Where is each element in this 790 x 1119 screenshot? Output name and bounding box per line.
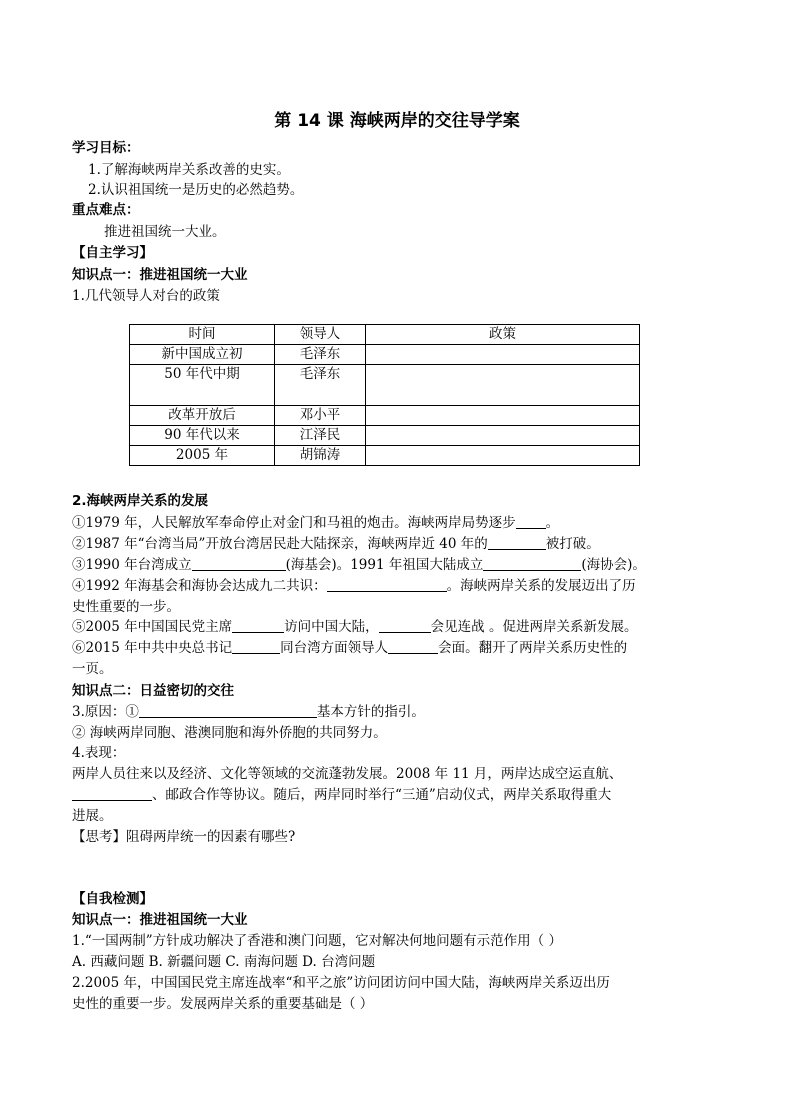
goal-item: 2.认识祖国统一是历史的必然趋势。 bbox=[88, 182, 304, 198]
cell-policy[interactable] bbox=[366, 426, 640, 446]
dev-item-4-cont: 史性重要的一步。 bbox=[72, 599, 180, 615]
cell-leader: 毛泽东 bbox=[275, 365, 366, 406]
cell-time: 2005 年 bbox=[130, 446, 275, 466]
dev-item-2: ②1987 年“台湾当局”开放台湾居民赴大陆探亲，海峡两岸近 40 年的 被打破。 bbox=[72, 536, 600, 552]
self-check-kp: 知识点一：推进祖国统一大业 bbox=[72, 912, 248, 928]
key-heading: 重点难点： bbox=[72, 202, 140, 218]
performance-text-2: 、邮政合作等协议。随后，两岸同时举行“三通”启动仪式，两岸关系取得重大 bbox=[72, 785, 611, 805]
cell-leader: 江泽民 bbox=[275, 426, 366, 446]
cell-leader: 毛泽东 bbox=[275, 345, 366, 365]
question-2-cont: 史性的重要一步。发展两岸关系的重要基础是（ ） bbox=[72, 996, 374, 1012]
fill-blank[interactable] bbox=[232, 618, 284, 633]
performance-text-3: 进展。 bbox=[72, 808, 113, 824]
fill-blank[interactable] bbox=[192, 556, 286, 571]
header-time: 时间 bbox=[130, 325, 275, 345]
dev-heading: 2.海峡两岸关系的发展 bbox=[72, 493, 209, 509]
fill-blank[interactable] bbox=[483, 556, 581, 571]
cell-policy[interactable] bbox=[366, 365, 640, 406]
fill-blank[interactable] bbox=[516, 514, 546, 529]
cell-time: 新中国成立初 bbox=[130, 345, 275, 365]
dev-item-5: ⑤2005 年中国国民党主席 访问中国大陆， 会见连战 。促进两岸关系新发展。 bbox=[72, 619, 638, 635]
table-row bbox=[130, 426, 640, 446]
question-1-options: A. 西藏问题 B. 新疆问题 C. 南海问题 D. 台湾问题 bbox=[72, 954, 376, 970]
header-policy: 政策 bbox=[366, 325, 640, 345]
table-row bbox=[130, 446, 640, 466]
dev-item-4: ④1992 年海基会和海协会达成九二共识： 。海峡两岸关系的发展迈出了历 bbox=[72, 578, 636, 594]
reason-1: 3.原因：① 基本方针的指引。 bbox=[72, 704, 425, 720]
key-text: 推进祖国统一大业。 bbox=[104, 224, 226, 240]
cell-leader: 邓小平 bbox=[275, 406, 366, 426]
fill-blank[interactable] bbox=[379, 618, 431, 633]
table-row bbox=[130, 406, 640, 426]
self-study-heading: 【自主学习】 bbox=[72, 245, 153, 261]
goals-heading: 学习目标： bbox=[72, 140, 140, 156]
fill-blank[interactable] bbox=[388, 639, 438, 654]
performance-text: 两岸人员往来以及经济、文化等领域的交流蓬勃发展。2008 年 11 月，两岸达成空运直航、 bbox=[72, 766, 623, 782]
dev-item-3: ③1990 年台湾成立 (海基会)。1991 年祖国大陆成立 (海协会)。 bbox=[72, 557, 646, 573]
header-leader: 领导人 bbox=[275, 325, 366, 345]
cell-policy[interactable] bbox=[366, 446, 640, 466]
kp2-heading: 知识点二：日益密切的交往 bbox=[72, 683, 234, 699]
fill-blank[interactable] bbox=[232, 639, 280, 654]
table-header-row bbox=[130, 325, 640, 345]
fill-blank[interactable] bbox=[327, 577, 447, 592]
table-row bbox=[130, 365, 640, 406]
dev-item-1: ①1979 年，人民解放军奉命停止对金门和马祖的炮击。海峡两岸局势逐步 。 bbox=[72, 515, 560, 531]
cell-time: 改革开放后 bbox=[130, 406, 275, 426]
fill-blank[interactable] bbox=[72, 786, 152, 801]
fill-blank[interactable] bbox=[139, 703, 317, 718]
fill-blank[interactable] bbox=[488, 535, 546, 550]
goal-item: 1.了解海峡两岸关系改善的史实。 bbox=[88, 162, 290, 178]
question-2: 2.2005 年，中国国民党主席连战率“和平之旅”访问团访问中国大陆，海峡两岸关系迈出历 bbox=[72, 975, 610, 991]
self-check-heading: 【自我检测】 bbox=[72, 891, 153, 907]
cell-time: 50 年代中期 bbox=[130, 365, 275, 406]
cell-policy[interactable] bbox=[366, 345, 640, 365]
policy-table bbox=[129, 324, 640, 466]
performance-heading: 4.表现： bbox=[72, 745, 126, 761]
cell-time: 90 年代以来 bbox=[130, 426, 275, 446]
question-1: 1.“一国两制”方针成功解决了香港和澳门问题，它对解决何地问题有示范作用（ ） bbox=[72, 933, 562, 949]
kp1-subheading: 1.几代领导人对台的政策 bbox=[72, 288, 220, 304]
kp1-heading: 知识点一：推进祖国统一大业 bbox=[72, 267, 248, 283]
reason-2: ② 海峡两岸同胞、港澳同胞和海外侨胞的共同努力。 bbox=[72, 725, 387, 741]
page-title: 第 14 课 海峡两岸的交往导学案 bbox=[274, 111, 520, 131]
cell-policy[interactable] bbox=[366, 406, 640, 426]
cell-leader: 胡锦涛 bbox=[275, 446, 366, 466]
dev-item-6: ⑥2015 年中共中央总书记 同台湾方面领导人 会面。翻开了两岸关系历史性的 bbox=[72, 640, 628, 656]
dev-item-6-cont: 一页。 bbox=[72, 661, 113, 677]
table-row bbox=[130, 345, 640, 365]
think-question: 【思考】阻碍两岸统一的因素有哪些? bbox=[72, 829, 296, 845]
